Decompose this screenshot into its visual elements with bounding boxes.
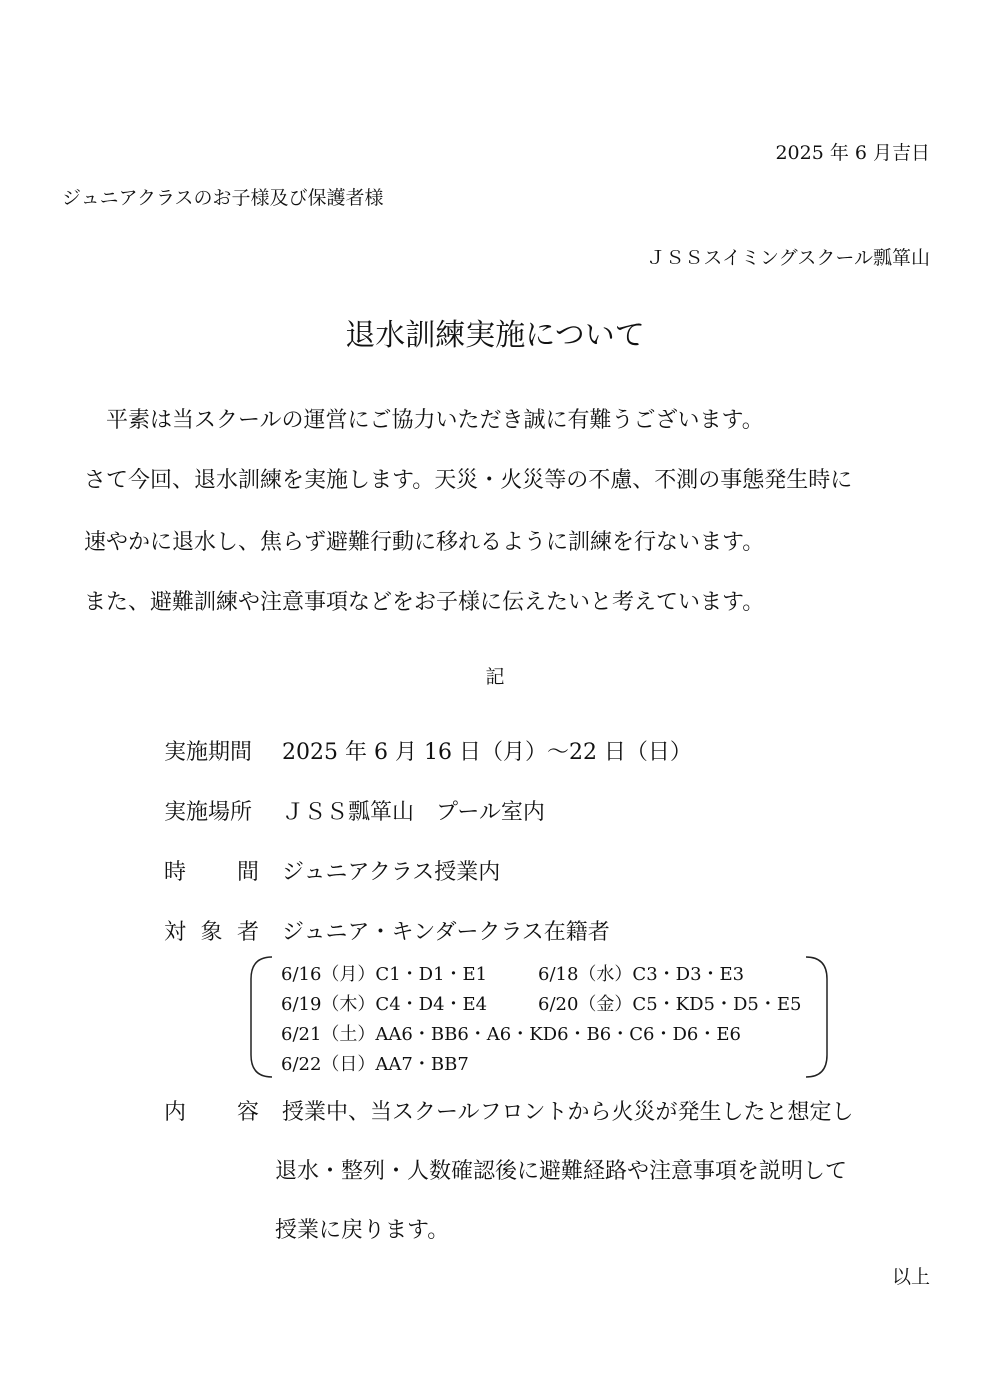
schedule-box <box>248 955 830 1079</box>
body-line-3: 速やかに退水し、焦らず避難行動に移れるように訓練を行ないます。 <box>84 530 765 555</box>
target-label-char-2: 象 <box>200 920 223 945</box>
document-title: 退水訓練実施について <box>345 318 645 353</box>
body-line-4: また、避難訓練や注意事項などをお子様に伝えたいと考えています。 <box>84 590 765 615</box>
detail-content <box>164 1095 854 1126</box>
schedule-item: 6/18（水）C3・D3・E3 <box>538 964 745 985</box>
time-value: ジュニアクラス授業内 <box>282 860 501 885</box>
content-line-1: 授業中、当スクールフロントから火災が発生したと想定し <box>282 1100 854 1125</box>
target-label-char-3: 者 <box>236 920 259 945</box>
time-label-char-2: 間 <box>236 860 259 885</box>
target-label <box>164 915 259 946</box>
detail-place <box>164 795 545 826</box>
content-label-char-1: 内 <box>164 1100 187 1125</box>
closing-mark: 以上 <box>891 1266 930 1288</box>
time-label-char-1: 時 <box>164 860 187 885</box>
target-value: ジュニア・キンダークラス在籍者 <box>282 920 610 945</box>
content-line-2: 退水・整列・人数確認後に避難経路や注意事項を説明して <box>275 1159 848 1184</box>
time-label <box>164 855 259 886</box>
content-label-char-2: 容 <box>236 1100 259 1125</box>
content-label <box>164 1095 259 1126</box>
place-label: 実施場所 <box>164 800 253 825</box>
body-line-2: さて今回、退水訓練を実施します。天災・火災等の不慮、不測の事態発生時に <box>84 468 853 493</box>
detail-target <box>164 915 610 946</box>
place-value: ＪＳＳ瓢箪山 プール室内 <box>282 800 545 825</box>
schedule-item: 6/20（金）C5・KD5・D5・E5 <box>538 994 802 1015</box>
period-value: 2025 年 6 月 16 日（月）～22 日（日） <box>282 740 692 765</box>
schedule-item: 6/16（月）C1・D1・E1 <box>281 964 488 985</box>
ki-heading: 記 <box>485 666 505 688</box>
detail-period <box>164 735 692 766</box>
schedule-item: 6/19（木）C4・D4・E4 <box>281 994 488 1015</box>
sender: ＪＳＳスイミングスクール瓢箪山 <box>646 247 930 269</box>
schedule-item: 6/22（日）AA7・BB7 <box>281 1054 469 1075</box>
schedule-item: 6/21（土）AA6・BB6・A6・KD6・B6・C6・D6・E6 <box>281 1024 741 1045</box>
recipient: ジュニアクラスのお子様及び保護者様 <box>62 187 384 209</box>
detail-time <box>164 855 500 886</box>
target-label-char-1: 対 <box>164 920 187 945</box>
document-date: 2025 年 6 月吉日 <box>775 142 930 164</box>
body-line-1: 平素は当スクールの運営にご協力いただき誠に有難うございます。 <box>84 408 764 433</box>
period-label: 実施期間 <box>164 740 253 765</box>
content-line-3: 授業に戻ります。 <box>275 1218 450 1243</box>
